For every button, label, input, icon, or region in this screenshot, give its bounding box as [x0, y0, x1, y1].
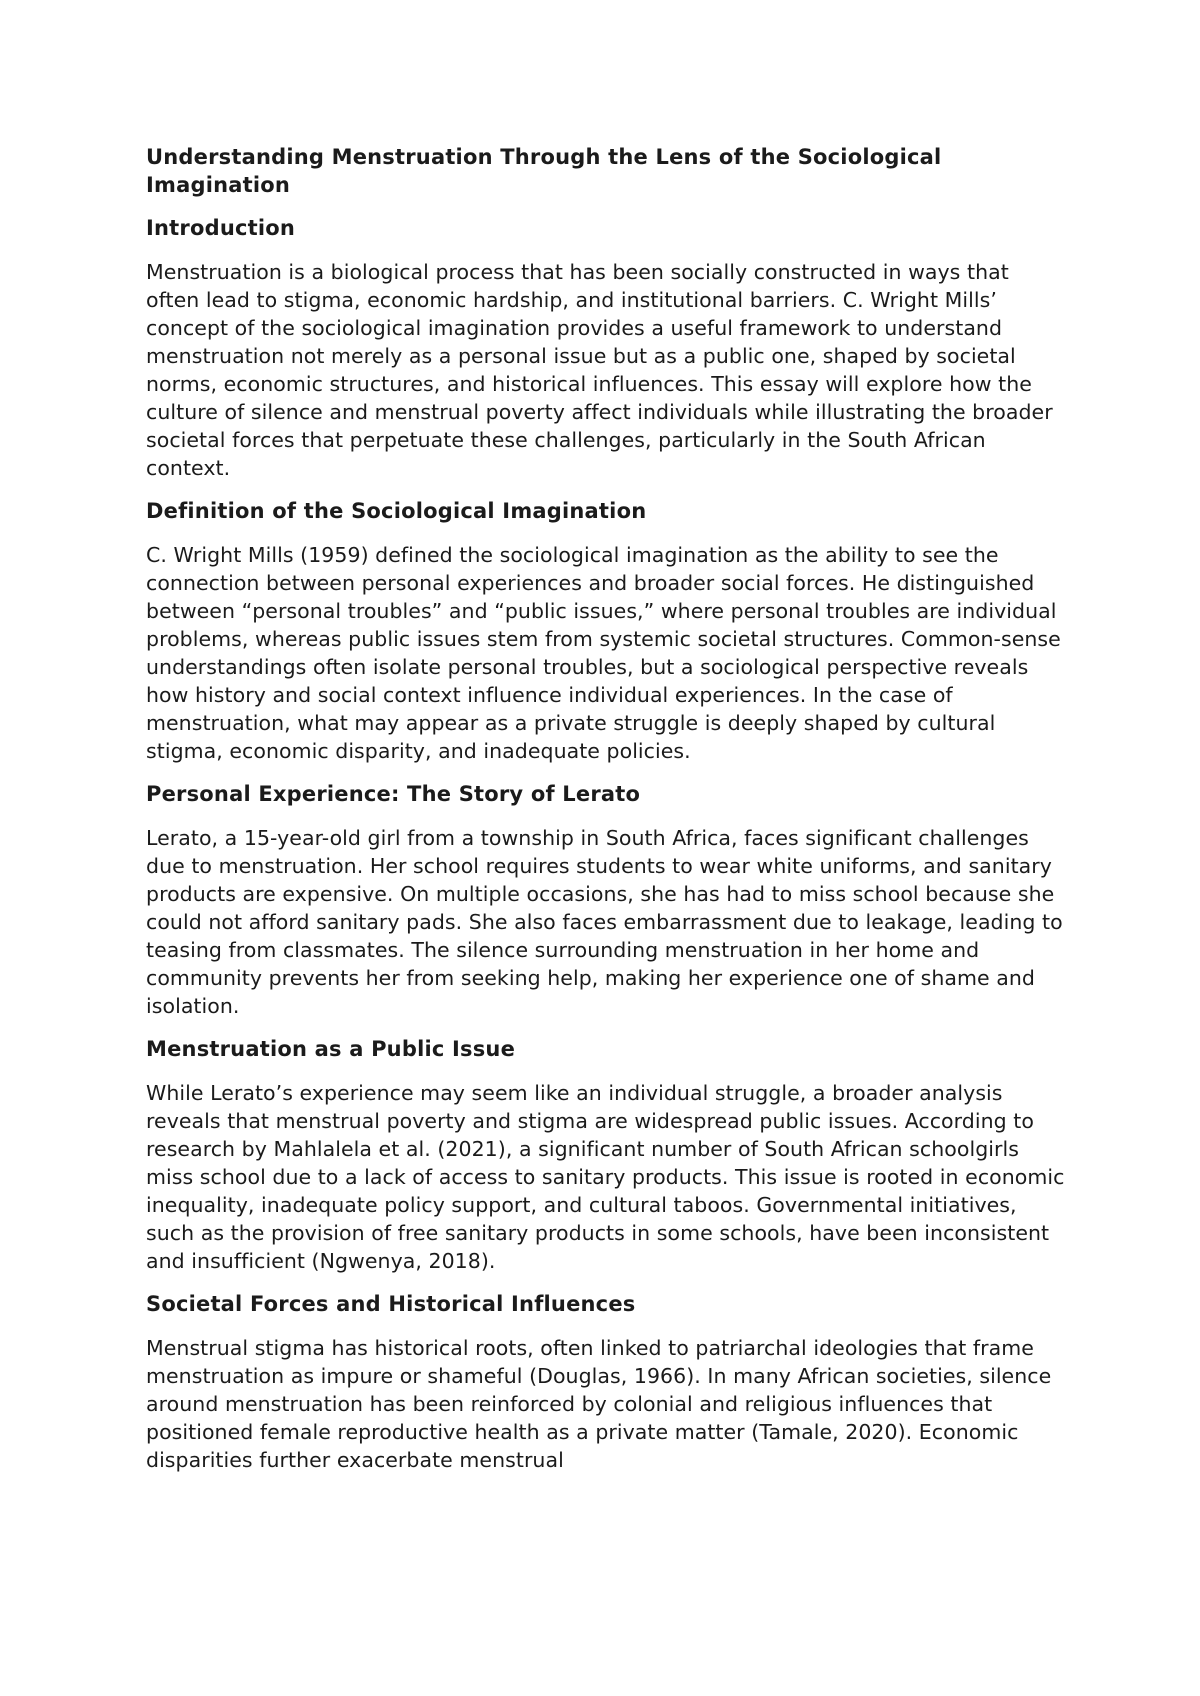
section-heading: Personal Experience: The Story of Lerato: [146, 782, 641, 806]
section-heading: Societal Forces and Historical Influences: [146, 1292, 636, 1316]
document-content: [146, 143, 1066, 1489]
section-paragraph: Lerato, a 15-year-old girl from a township in South Africa, faces significant challenges due to menstruation. Her school requires students to wear white uniforms, and sanitary products are expensive. On multiple occasions, she has had to miss school because she could not afford sanitary pads. She also faces embarrassment due to leakage, leading to teasing from classmates. The silence surrounding menstruation in her home and community prevents her from seeking help, making her experience one of shame and isolation.: [146, 826, 1063, 1018]
section-paragraph: While Lerato’s experience may seem like an individual struggle, a broader analysis reveals that menstrual poverty and stigma are widespread public issues. According to research by Mahlalela et al. (2021), a significant number of South African schoolgirls miss school due to a lack of access to sanitary products. This issue is rooted in economic inequality, inadequate policy support, and cultural taboos. Governmental initiatives, such as the provision of free sanitary products in some schools, have been inconsistent and insufficient (Ngwenya, 2018).: [146, 1081, 1065, 1273]
section-definition: [146, 497, 1066, 765]
section-paragraph: Menstruation is a biological process that has been socially constructed in ways that often lead to stigma, economic hardship, and institutional barriers. C. Wright Mills’ concept of the sociological imagination provides a useful framework to understand menstruation not merely as a personal issue but as a public one, shaped by societal norms, economic structures, and historical influences. This essay will explore how the culture of silence and menstrual poverty affect individuals while illustrating the broader societal forces that perpetuate these challenges, particularly in the South African context.: [146, 260, 1053, 480]
document-title: Understanding Menstruation Through the Lens of the Sociological Imagination: [146, 145, 942, 197]
section-paragraph: C. Wright Mills (1959) defined the sociological imagination as the ability to see the connection between personal experiences and broader social forces. He distinguished between “personal troubles” and “public issues,” where personal troubles are individual problems, whereas public issues stem from systemic societal structures. Common-sense understandings often isolate personal troubles, but a sociological perspective reveals how history and social context influence individual experiences. In the case of menstruation, what may appear as a private struggle is deeply shaped by cultural stigma, economic disparity, and inadequate policies.: [146, 543, 1061, 763]
section-public-issue: [146, 1035, 1066, 1275]
section-introduction: [146, 214, 1066, 482]
section-heading: Introduction: [146, 216, 296, 240]
section-heading: Definition of the Sociological Imagination: [146, 499, 647, 523]
section-paragraph: Menstrual stigma has historical roots, often linked to patriarchal ideologies that frame menstruation as impure or shameful (Douglas, 1966). In many African societies, silence around menstruation has been reinforced by colonial and religious influences that positioned female reproductive health as a private matter (Tamale, 2020). Economic disparities further exacerbate menstrual: [146, 1336, 1052, 1472]
section-societal-forces: [146, 1290, 1066, 1474]
section-heading: Menstruation as a Public Issue: [146, 1037, 516, 1061]
section-personal-experience: [146, 780, 1066, 1020]
